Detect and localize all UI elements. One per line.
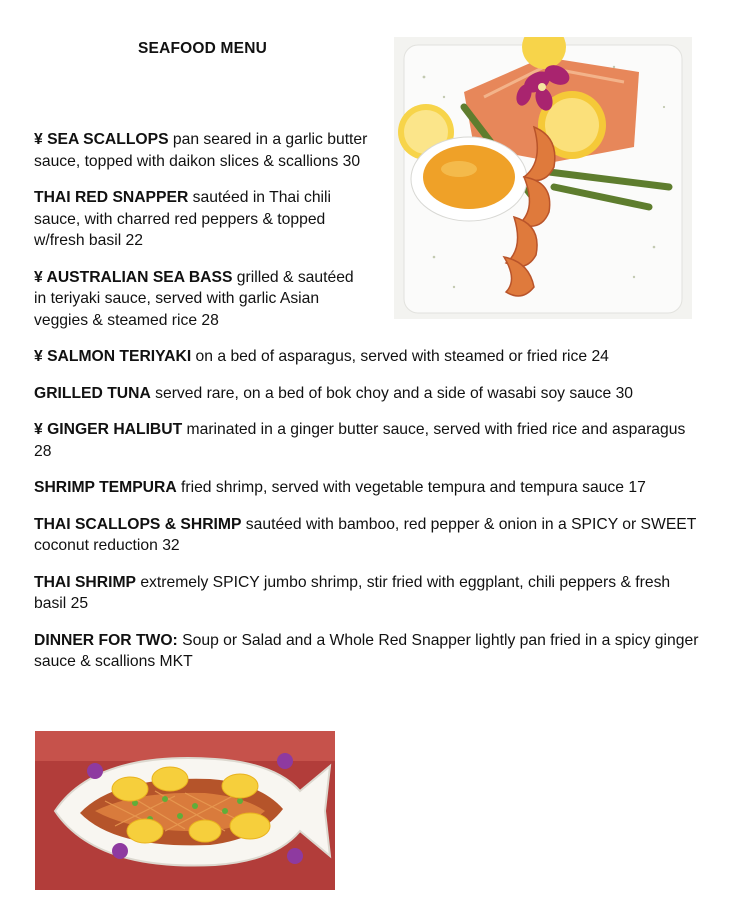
page-title: SEAFOOD MENU [138,40,267,57]
menu-item-name: THAI RED SNAPPER [34,189,189,206]
menu-item [34,346,706,368]
menu-item [34,477,706,499]
menu-item [34,630,706,673]
menu-item [34,187,370,252]
menu-item-name: ¥ GINGER HALIBUT [34,421,183,438]
menu-item [34,267,370,332]
menu-item-desc: pan seared in a garlic butter sauce, topped with daikon slices & scallions 30 [34,131,368,170]
menu-item-name: GRILLED TUNA [34,384,151,402]
menu-item [34,419,706,462]
menu-item-name: ¥ SALMON TERIYAKI [34,348,192,365]
menu-item [34,383,706,405]
menu-item-desc: extremely SPICY jumbo shrimp, stir fried with eggplant, chili peppers & fresh basil 25 [34,573,671,612]
menu-item-desc: sautéed in Thai chili sauce, with charred red peppers & topped w/fresh basil 22 [34,189,332,249]
menu-item [34,129,370,172]
menu-item-name: THAI SHRIMP [34,573,136,591]
menu-item-desc: grilled & sautéed in teriyaki sauce, served with garlic Asian veggies & steamed rice 28 [34,268,354,329]
menu-item-desc: on a bed of asparagus, served with steamed or fried rice 24 [191,348,609,365]
menu-item-name: ¥ SEA SCALLOPS [34,131,169,148]
menu-list [34,129,706,688]
menu-item-name: SHRIMP TEMPURA [34,479,177,496]
menu-item-desc: sautéed with bamboo, red pepper & onion in a SPICY or SWEET coconut reduction 32 [34,515,697,554]
menu-item [34,572,706,615]
menu-item-desc: marinated in a ginger butter sauce, served with fried rice and asparagus 28 [34,421,686,460]
menu-item-desc: fried shrimp, served with vegetable tempura and tempura sauce 17 [176,479,646,496]
menu-item-desc: served rare, on a bed of bok choy and a side of wasabi soy sauce 30 [150,384,634,402]
menu-item-desc: Soup or Salad and a Whole Red Snapper lightly pan fried in a spicy ginger sauce & scallions MKT [34,631,699,670]
red-snapper-photo [35,731,335,890]
menu-item-name: THAI SCALLOPS & SHRIMP [34,515,242,533]
menu-item-name: ¥ AUSTRALIAN SEA BASS [34,268,233,286]
menu-item [34,514,706,557]
menu-item-name: DINNER FOR TWO: [34,631,178,649]
